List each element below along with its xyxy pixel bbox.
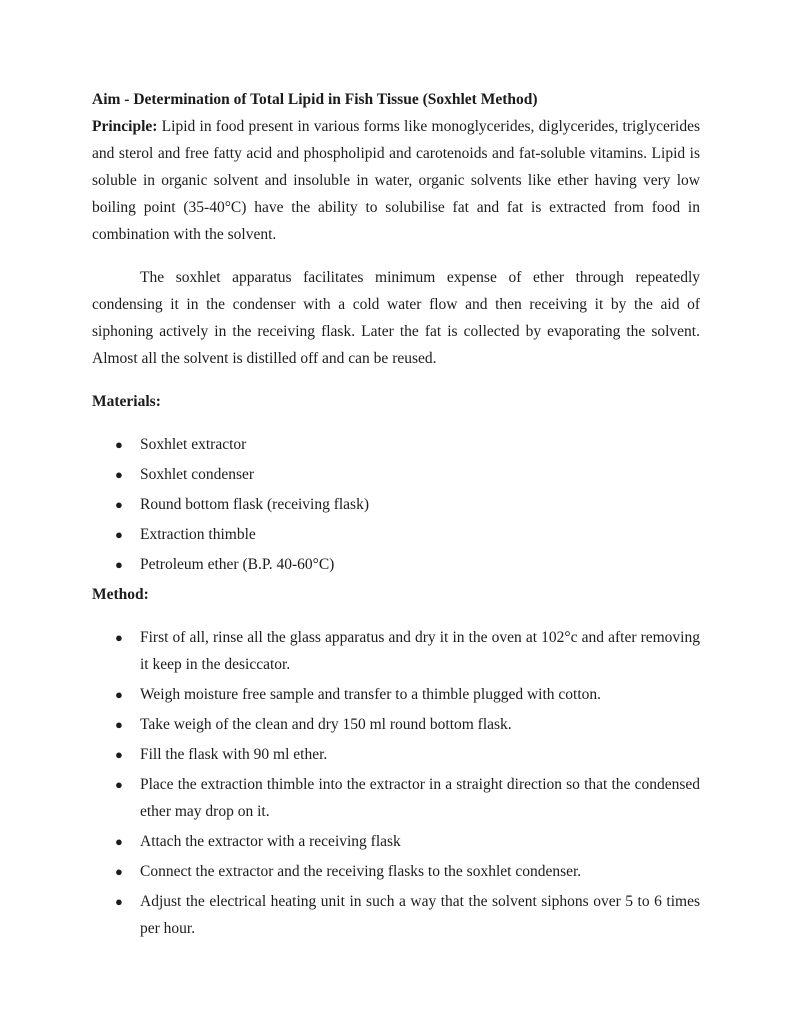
method-list-item xyxy=(92,624,700,678)
principle-label: Principle: xyxy=(92,118,158,135)
method-item-text: Take weigh of the clean and dry 150 ml round bottom flask. xyxy=(140,716,512,733)
method-list-item xyxy=(92,681,700,708)
apparatus-paragraph: The soxhlet apparatus facilitates minimum expense of ether through repeatedly condensing it in the condenser with a cold water flow and then receiving it by the aid of siphoning actively in the receiving flask. Later the fat is collected by evaporating the solvent. Almost all the solvent is distilled off and can be reused. xyxy=(92,269,700,367)
bullet-icon: ● xyxy=(115,497,123,512)
bullet-icon: ● xyxy=(115,864,123,879)
materials-item-text: Soxhlet extractor xyxy=(140,436,247,453)
method-heading: Method: xyxy=(92,586,149,603)
method-item-text: Adjust the electrical heating unit in such a way that the solvent siphons over 5 to 6 times per hour. xyxy=(140,893,700,937)
bullet-icon: ● xyxy=(115,777,123,792)
method-list-item xyxy=(92,858,700,885)
method-item-text: Place the extraction thimble into the extractor in a straight direction so that the condensed ether may drop on it. xyxy=(140,776,700,820)
materials-list xyxy=(92,431,700,578)
bullet-icon: ● xyxy=(115,527,123,542)
bullet-icon: ● xyxy=(115,687,123,702)
materials-item-text: Extraction thimble xyxy=(140,526,256,543)
bullet-icon: ● xyxy=(115,557,123,572)
method-list-item xyxy=(92,828,700,855)
method-item-text: Attach the extractor with a receiving flask xyxy=(140,833,401,850)
method-item-text: Weigh moisture free sample and transfer to a thimble plugged with cotton. xyxy=(140,686,602,703)
materials-list-item xyxy=(92,551,700,578)
materials-heading: Materials: xyxy=(92,393,161,410)
materials-list-item xyxy=(92,521,700,548)
principle-paragraph xyxy=(92,113,700,248)
method-item-text: Connect the extractor and the receiving flasks to the soxhlet condenser. xyxy=(140,863,582,880)
bullet-icon: ● xyxy=(115,834,123,849)
materials-item-text: Round bottom flask (receiving flask) xyxy=(140,496,370,513)
document-title: Aim - Determination of Total Lipid in Fish Tissue (Soxhlet Method) xyxy=(92,91,538,108)
materials-item-text: Petroleum ether (B.P. 40-60°C) xyxy=(140,556,335,573)
materials-list-item xyxy=(92,491,700,518)
materials-list-item xyxy=(92,461,700,488)
method-list-item xyxy=(92,771,700,825)
bullet-icon: ● xyxy=(115,747,123,762)
bullet-icon: ● xyxy=(115,717,123,732)
bullet-icon: ● xyxy=(115,894,123,909)
bullet-icon: ● xyxy=(115,630,123,645)
method-list xyxy=(92,624,700,942)
materials-list-item xyxy=(92,431,700,458)
method-item-text: Fill the flask with 90 ml ether. xyxy=(140,746,328,763)
method-list-item xyxy=(92,741,700,768)
principle-text: Lipid in food present in various forms like monoglycerides, diglycerides, triglycerides and sterol and free fatty acid and phospholipid and carotenoids and fat-soluble vitamins. Lipid is soluble in organic solvent and insoluble in water, organic solvents like ether having very low boiling point (35-40°C) have the ability to solubilise fat and fat is extracted from food in combination with the solvent. xyxy=(92,118,700,243)
materials-item-text: Soxhlet condenser xyxy=(140,466,255,483)
method-list-item xyxy=(92,888,700,942)
method-item-text: First of all, rinse all the glass apparatus and dry it in the oven at 102°c and after removing it keep in the desiccator. xyxy=(140,629,700,673)
bullet-icon: ● xyxy=(115,467,123,482)
bullet-icon: ● xyxy=(115,437,123,452)
method-list-item xyxy=(92,711,700,738)
